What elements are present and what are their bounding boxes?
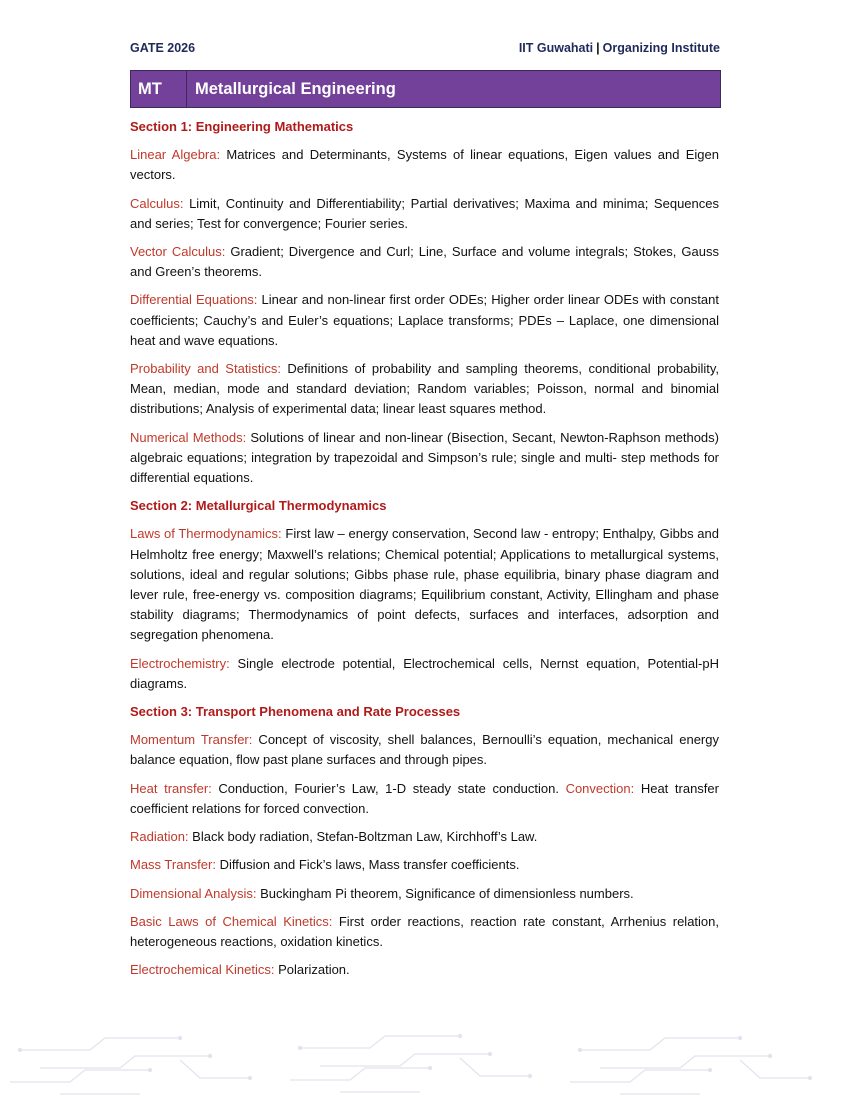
topic-paragraph <box>130 359 719 420</box>
paper-banner <box>130 70 721 108</box>
paper-title: Metallurgical Engineering <box>195 79 396 98</box>
organizer <box>519 41 720 55</box>
topic-label: Probability and Statistics: <box>130 361 281 377</box>
topic-label: Vector Calculus: <box>130 244 226 260</box>
topic-paragraph <box>130 884 719 904</box>
topic-paragraph <box>130 194 719 234</box>
topic-label: Heat transfer: <box>130 780 212 796</box>
topic-paragraph <box>130 827 719 847</box>
topic-paragraph <box>130 145 719 185</box>
topic-text: Buckingham Pi theorem, Significance of dimensionless numbers. <box>256 885 634 901</box>
paper-code: MT <box>131 71 187 107</box>
topic-label: Basic Laws of Chemical Kinetics: <box>130 913 333 929</box>
section-3-title: Section 3: Transport Phenomena and Rate Processes <box>130 704 461 720</box>
topic-text: Solutions of linear and non-linear (Bisection, Secant, Newton-Raphson methods) algebraic equations; integration by trapezoidal and Simpson’s rule; single and multi- step methods for differential equations. <box>130 429 719 486</box>
topic-label: Calculus: <box>130 195 184 211</box>
section-2-title: Section 2: Metallurgical Thermodynamics <box>130 498 387 514</box>
topic-paragraph <box>130 524 719 645</box>
topic-label: Mass Transfer: <box>130 857 216 873</box>
exam-title: GATE 2026 <box>130 41 196 55</box>
topic-text: Diffusion and Fick’s laws, Mass transfer coefficients. <box>215 857 520 873</box>
topic-label: Dimensional Analysis: <box>130 885 257 901</box>
topic-text: Conduction, Fourier’s Law, 1-D steady state conduction. <box>211 780 566 796</box>
topic-label: Convection: <box>565 780 635 796</box>
section-1-title: Section 1: Engineering Mathematics <box>130 119 354 134</box>
topic-label: Numerical Methods: <box>130 429 247 445</box>
topic-text: Single electrode potential, Electrochemical cells, Nernst equation, Potential-pH diagrams. <box>130 655 719 691</box>
topic-text: Matrices and Determinants, Systems of linear equations, Eigen values and Eigen vectors. <box>130 147 719 183</box>
topic-paragraph <box>130 428 719 489</box>
topic-label: Electrochemistry: <box>130 655 230 671</box>
topic-label: Laws of Thermodynamics: <box>130 526 282 542</box>
topic-text: Polarization. <box>274 962 350 978</box>
topic-text: Definitions of probability and sampling theorems, conditional probability, Mean, median, mode and standard deviation; Random variables; Poisson, normal and binomial distributions; Analysis of experimental data; linear least squares method. <box>130 361 720 417</box>
topic-label: Differential Equations: <box>130 292 258 308</box>
circuit-pattern-decoration <box>0 1020 850 1100</box>
topic-text: Concept of viscosity, shell balances, Bernoulli’s equation, mechanical energy balance equation, flow past plane surfaces and through pipes. <box>130 732 719 768</box>
topic-label: Electrochemical Kinetics: <box>130 962 275 978</box>
topic-paragraph <box>130 779 719 819</box>
topic-text: Gradient; Divergence and Curl; Line, Surface and volume integrals; Stokes, Gauss and Green’s theorems. <box>130 244 719 280</box>
topic-text: Limit, Continuity and Differentiability; Partial derivatives; Maxima and minima; Sequences and series; Test for convergence; Fourier series. <box>130 195 719 231</box>
topic-label: Momentum Transfer: <box>130 732 253 748</box>
topic-text: Linear and non-linear first order ODEs; Higher order linear ODEs with constant coefficients; Cauchy’s and Euler’s equations; Laplace transforms; PDEs – Laplace, one dimensional heat and wave equations. <box>130 292 719 348</box>
topic-paragraph <box>130 654 719 694</box>
institute-name: IIT Guwahati <box>518 41 594 55</box>
syllabus-content <box>130 117 719 988</box>
page-header <box>130 41 720 59</box>
topic-paragraph <box>130 855 719 875</box>
header-separator: | <box>596 41 600 55</box>
topic-paragraph <box>130 730 719 770</box>
topic-label: Radiation: <box>130 829 189 845</box>
topic-paragraph <box>130 960 719 980</box>
topic-paragraph <box>130 290 719 351</box>
topic-text: Heat transfer coefficient relations for forced convection. <box>130 780 719 816</box>
topic-text: Black body radiation, Stefan-Boltzman Law, Kirchhoff’s Law. <box>188 829 538 845</box>
topic-text: First order reactions, reaction rate constant, Arrhenius relation, heterogeneous reactions, oxidation kinetics. <box>130 913 719 949</box>
topic-paragraph <box>130 242 719 282</box>
topic-text: First law – energy conservation, Second law - entropy; Enthalpy, Gibbs and Helmholtz free energy; Maxwell’s relations; Chemical potential; Applications to metallurgical systems, solutions, ideal and regular solutions; Gibbs phase rule, phase equilibria, binary phase diagram and lever rule, free-energy vs. composition diagrams; Equilibrium constant, Activity, Ellingham and phase stability diagrams; Thermodynamics of point defects, surfaces and interfaces, adsorption and segregation phenomena. <box>130 526 719 643</box>
topic-label: Linear Algebra: <box>130 147 221 163</box>
topic-paragraph <box>130 912 719 952</box>
organizer-role: Organizing Institute <box>602 41 720 55</box>
